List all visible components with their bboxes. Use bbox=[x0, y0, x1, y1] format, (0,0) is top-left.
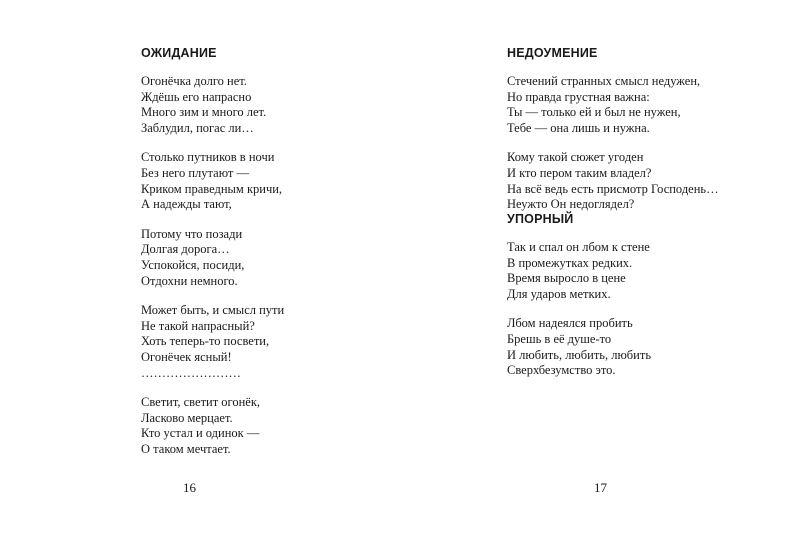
poem-line: Ждёшь его напрасно bbox=[141, 89, 252, 104]
poem-line: Может быть, и смысл пути bbox=[141, 303, 285, 318]
poem-line: Лбом надеялся пробить bbox=[507, 316, 633, 331]
page-number: 17 bbox=[594, 480, 607, 495]
poem-line: На всё ведь есть присмотр Господень… bbox=[507, 181, 719, 196]
stanza bbox=[507, 240, 651, 302]
stanza bbox=[141, 395, 284, 457]
poem-line: О таком мечтает. bbox=[141, 441, 231, 456]
poem-line: Отдохни немного. bbox=[141, 273, 238, 288]
poem-line: Без него плутают — bbox=[141, 165, 249, 180]
stanza bbox=[141, 150, 284, 212]
page-number: 16 bbox=[183, 480, 196, 495]
poem-title: ОЖИДАНИЕ bbox=[141, 46, 217, 60]
poem-title: НЕДОУМЕНИЕ bbox=[507, 46, 598, 60]
poem-line: Заблудил, погас ли… bbox=[141, 120, 254, 135]
poem-line: А надежды тают, bbox=[141, 197, 232, 212]
poem-line: Успокойся, посиди, bbox=[141, 257, 245, 272]
poem-line: Потому что позади bbox=[141, 226, 243, 241]
poem-nedoumenie bbox=[507, 45, 719, 227]
poem-ozhidanie bbox=[141, 45, 284, 471]
right-page bbox=[392, 0, 785, 540]
stanza bbox=[141, 74, 284, 136]
poem-line: Огонёчек ясный! bbox=[141, 349, 232, 364]
poem-line: Кто устал и одинок — bbox=[141, 426, 260, 441]
poem-line: Кому такой сюжет угоден bbox=[507, 150, 644, 165]
poem-line: И кто пером таким владел? bbox=[507, 165, 652, 180]
poem-line: Огонёчка долго нет. bbox=[141, 74, 247, 88]
poem-line: Время выросло в цене bbox=[507, 271, 626, 286]
poem-upornyi bbox=[507, 211, 651, 393]
poem-line: И любить, любить, любить bbox=[507, 347, 652, 362]
poem-line: Ты — только ей и был не нужен, bbox=[507, 105, 681, 120]
poem-line: Долгая дорога… bbox=[141, 242, 230, 257]
ellipsis-line: …………………… bbox=[141, 365, 241, 380]
poem-line: Много зим и много лет. bbox=[141, 105, 267, 120]
stanza bbox=[141, 303, 284, 381]
poem-line: Для ударов метких. bbox=[507, 286, 611, 301]
poem-line: Криком праведным кричи, bbox=[141, 181, 283, 196]
poem-line: Брешь в её душе-то bbox=[507, 331, 612, 346]
poem-line: Не такой напрасный? bbox=[141, 318, 255, 333]
poem-line: Ласково мерцает. bbox=[141, 410, 233, 425]
left-page bbox=[0, 0, 392, 540]
poem-line: Неужто Он недоглядел? bbox=[507, 197, 635, 212]
poem-line: В промежутках редких. bbox=[507, 255, 633, 270]
poem-line: Так и спал он лбом к стене bbox=[507, 240, 650, 254]
poem-line: Светит, светит огонёк, bbox=[141, 395, 261, 410]
poem-line: Столько путников в ночи bbox=[141, 150, 275, 165]
poem-line: Но правда грустная важна: bbox=[507, 89, 650, 104]
poem-line: Хоть теперь-то посвети, bbox=[141, 334, 270, 349]
poem-line: Стечений странных смысл недужен, bbox=[507, 74, 701, 88]
poem-line: Тебе — она лишь и нужна. bbox=[507, 120, 650, 135]
poem-title: УПОРНЫЙ bbox=[507, 212, 574, 226]
stanza bbox=[507, 150, 719, 212]
poem-line: Сверхбезумство это. bbox=[507, 363, 616, 378]
stanza bbox=[507, 316, 651, 378]
stanza bbox=[141, 227, 284, 289]
stanza bbox=[507, 74, 719, 136]
